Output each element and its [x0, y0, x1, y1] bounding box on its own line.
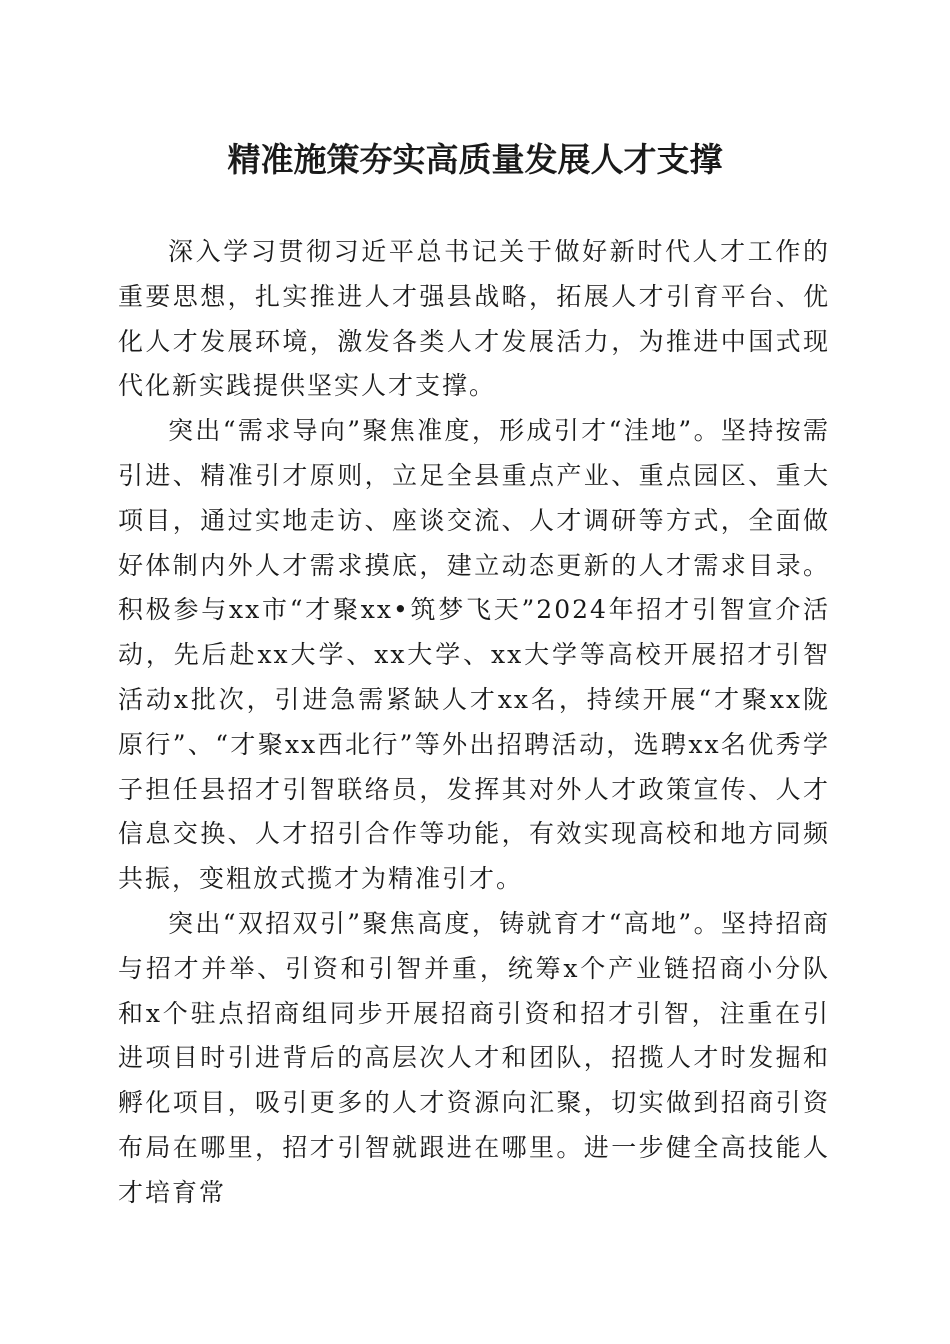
document-title: 精准施策夯实高质量发展人才支撑: [227, 140, 723, 179]
paragraph-demand-oriented: 突出“需求导向”聚焦准度，形成引才“洼地”。坚持按需引进、精准引才原则，立足全县重点产业、重点园区、重大项目，通过实地走访、座谈交流、人才调研等方式，全面做好体制内外人才需求摸底，建立动态更新的人才需求目录。积极参与xx市“才聚xx•筑梦飞天”2024年招才引智宣介活动，先后赴xx大学、xx大学、xx大学等高校开展招才引智活动x批次，引进急需紧缺人才xx名，持续开展“才聚xx陇原行”、“才聚xx西北行”等外出招聘活动，选聘xx名优秀学子担任县招才引智联络员，发挥其对外人才政策宣传、人才信息交换、人才招引合作等功能，有效实现高校和地方同频共振，变粗放式揽才为精准引才。: [118, 416, 830, 894]
paragraph-intro: 深入学习贯彻习近平总书记关于做好新时代人才工作的重要思想，扎实推进人才强县战略，拓展人才引育平台、优化人才发展环境，激发各类人才发展活力，为推进中国式现代化新实践提供坚实人才支撑。: [118, 237, 830, 401]
document-body: [118, 230, 830, 1216]
paragraph-dual-recruitment: 突出“双招双引”聚焦高度，铸就育才“高地”。坚持招商与招才并举、引资和引智并重，统筹x个产业链招商小分队和x个驻点招商组同步开展招商引资和招才引智，注重在引进项目时引进背后的高层次人才和团队，招揽人才时发掘和孵化项目，吸引更多的人才资源向汇聚，切实做到招商引资布局在哪里，招才引智就跟进在哪里。进一步健全高技能人才培育常: [118, 908, 830, 1207]
